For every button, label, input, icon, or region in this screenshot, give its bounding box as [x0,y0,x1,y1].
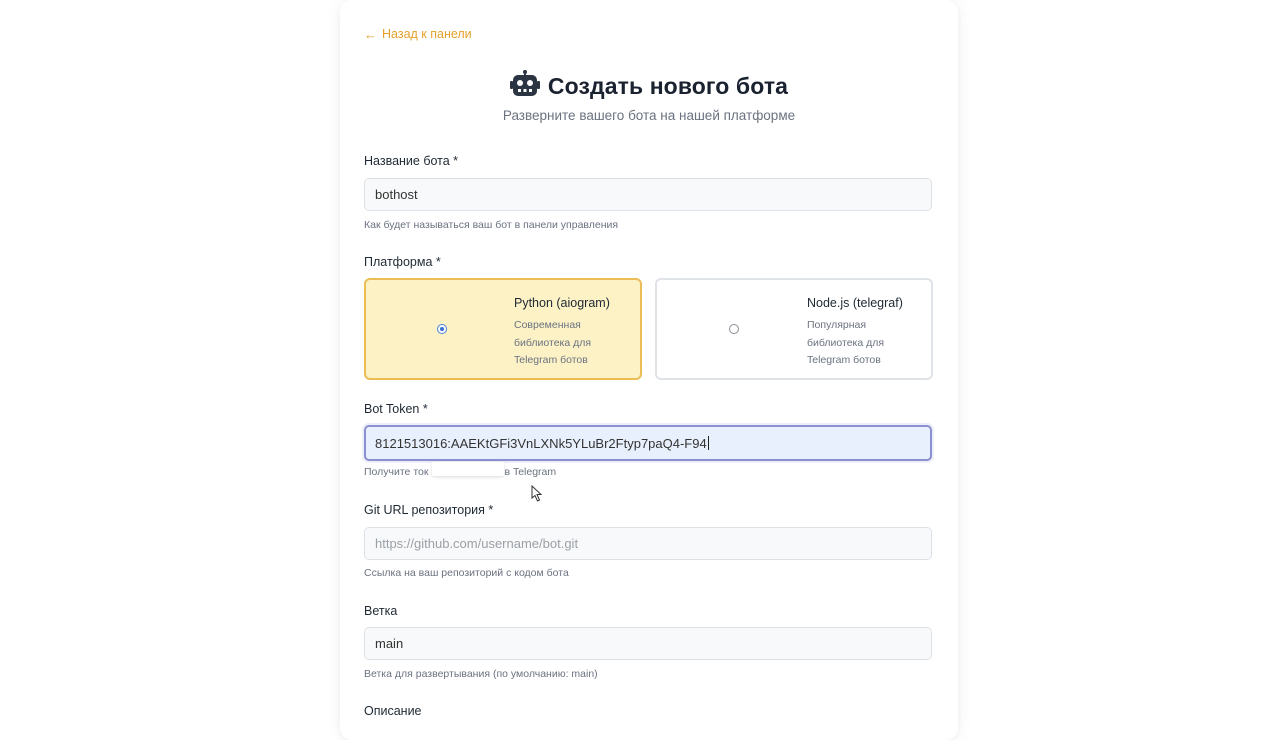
page-title: Создать нового бота [547,73,789,99]
branch-label: Ветка [364,604,398,618]
page-heading [340,70,958,103]
branch-value: main [375,636,404,651]
branch-hint: Ветка для развертывания (по умолчанию: main) [364,668,598,680]
bot-token-hint-end: в Telegram [504,466,557,478]
text-caret [708,436,709,450]
back-to-panel-link[interactable] [364,27,472,41]
platform-desc-nodejs: Популярная библиотека для Telegram ботов [807,319,885,366]
platform-name-nodejs: Node.js (telegraf) [807,296,903,310]
bot-token-label: Bot Token * [364,402,428,416]
bot-name-value: bothost [375,187,418,202]
botfather-tooltip [432,462,504,476]
platform-desc-python: Современная библиотека для Telegram ботов [514,319,592,366]
bot-name-hint: Как будет называться ваш бот в панели управления [364,219,619,231]
git-url-input[interactable] [364,527,932,560]
bot-name-input[interactable] [364,178,932,211]
platform-option-nodejs[interactable] [655,278,933,380]
bot-token-input[interactable] [364,425,932,461]
back-link-label: Назад к панели [382,27,472,41]
page-subtitle: Разверните вашего бота на нашей платформе [502,108,796,123]
git-url-label: Git URL репозитория * [364,503,494,517]
mouse-pointer-icon [531,485,543,507]
bot-token-hint-start: Получите ток [364,466,429,478]
bot-token-value: 8121513016:AAEKtGFi3VnLXNk5YLuBr2Ftyp7paQ4-F94 [375,435,707,451]
branch-input[interactable] [364,627,932,660]
platform-radio-nodejs[interactable] [729,324,739,334]
description-label: Описание [364,704,422,718]
bot-name-label: Название бота * [364,154,459,168]
arrow-left-icon: ← [364,26,377,42]
git-url-hint: Ссылка на ваш репозиторий с кодом бота [364,567,569,579]
platform-name-python: Python (aiogram) [514,296,610,310]
platform-option-python[interactable] [364,278,642,380]
platform-radio-python[interactable] [437,324,447,334]
platform-label: Платформа * [364,255,441,269]
git-url-placeholder: https://github.com/username/bot.git [375,536,579,551]
robot-icon [510,70,540,103]
create-bot-card [340,0,958,740]
